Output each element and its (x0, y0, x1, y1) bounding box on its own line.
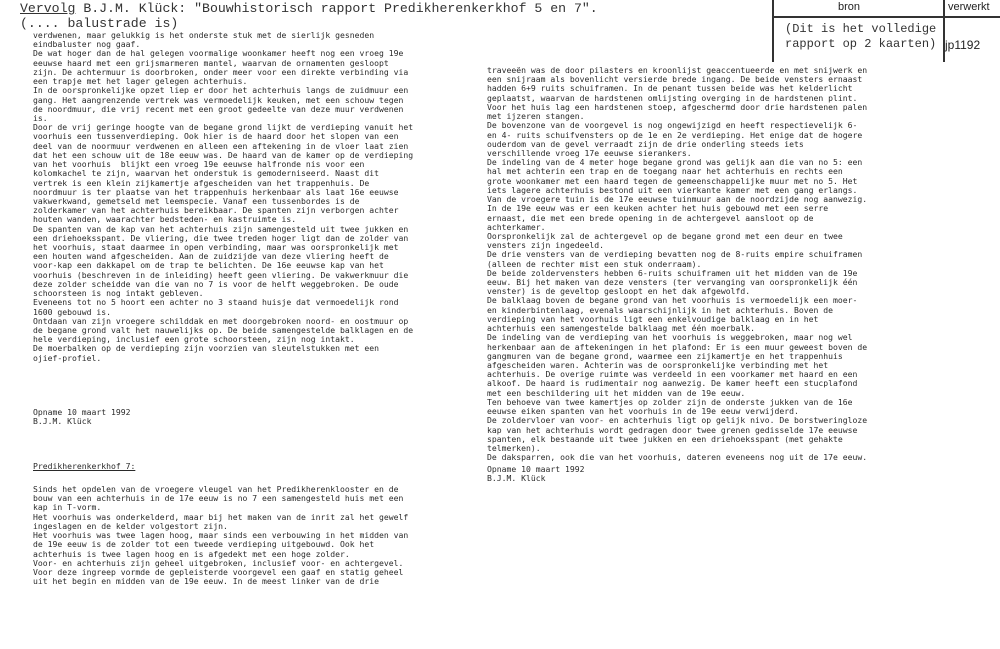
text-line: hal met achterin een trap en de toegang naar het achterhuis en rechts een (487, 166, 843, 177)
text-line: kolomkachel te zijn, waarvan het onderstuk is gemoderniseerd. Naast dit (33, 168, 379, 179)
text-line: De zoldervloer van voor- en achterhuis ligt op gelijk nivo. De borstweringloze (487, 415, 868, 426)
text-line: De indeling van de verdieping van het voorhuis is weggebroken, maar nog wel (487, 332, 853, 343)
text-line: Oorspronkelijk zal de achtergevel op de begane grond met een deur en twee (487, 230, 843, 241)
text-line: ojief-profiel. (33, 352, 102, 363)
text-line: voor-kap een dakkapel om de trap te belichten. De 16e eeuwse kap van het (33, 260, 384, 271)
section-heading: Predikherenkerkhof 7: (33, 461, 136, 471)
text-line: met ijzeren stangen. (487, 111, 585, 122)
text-line: achterkamer. (487, 221, 546, 232)
text-line: De moerbalken op de verdieping zijn voorzien van sleutelstukken met een (33, 343, 379, 354)
text-line: achterhuis is twee lagen hoog en is afgedekt met een hoge zolder. (33, 548, 350, 559)
text-line: spanten, elk bestaande uit twee jukken en een driehoeksspant (met gehakte (487, 433, 843, 444)
text-line: zijn. De achtermuur is doorbroken, onder meer voor een direkte verbinding via (33, 66, 409, 77)
text-line: vensters zijn ingedeeld. (487, 240, 604, 251)
text-line: Voor deze ingreep vormde de gepleisterde voorgevel een gaaf en statig geheel (33, 566, 404, 577)
text-line: bouw van een achterhuis in de 17e eeuw is no 7 een samengesteld huis met een (33, 493, 404, 504)
text-line: de 19e eeuw is de zolder tot een tweede verdieping uitgebouwd. Ook het (33, 539, 375, 550)
text-line: 1600 gebouwd is. (33, 306, 111, 317)
signature-line: Opname 10 maart 1992 (33, 407, 131, 417)
text-line: hele verdieping, inclusief een grote schoorsteen, zijn nog intakt. (33, 334, 355, 345)
text-line: De drie vensters van de verdieping bevatten nog de 8-ruits empire schuiframen (487, 249, 863, 260)
text-line: kap in T-vorm. (33, 502, 102, 513)
card-divider (772, 16, 1000, 18)
text-line: De bovenzone van de voorgevel is nog ongewijzigd en heeft respectievelijk 6- (487, 120, 858, 131)
text-line: en 4- ruits schuifvensters op de 1e en 2e verdieping. Het enige dat de hogere (487, 129, 863, 140)
text-line: eeuw. Bij het maken van deze vensters (ter vervanging van oorspronkelijk één (487, 277, 858, 288)
title-prefix: Vervolg (20, 1, 76, 16)
text-line: en kinderbintenlaag, evenals waarschijnlijk in het achterhuis. Boven de (487, 304, 833, 315)
text-line: In de 19e eeuw was er een keuken achter het huis gebouwd met een serre (487, 203, 829, 214)
text-line: Eveneens tot no 5 hoort een achter no 3 staand huisje dat vermoedelijk rond (33, 297, 399, 308)
text-line: deel van de noormuur verdwenen en alleen een aftekening in de vloer laat zien (33, 140, 409, 151)
text-line: de begane grond valt het nauwelijks op. De beide samengestelde balklagen en de (33, 325, 414, 335)
text-line: de noordmuur, die vrij recent met een groot gedeelte van deze muur verdwenen (33, 103, 404, 114)
text-line: afgescheiden waren. Achterin was de oorspronkelijke verbinding met het (487, 360, 829, 370)
text-line: hadden 6+9 ruits schuiframen. In de penant tussen beide was het kelderlicht (487, 83, 853, 94)
text-line: een trapje met het lager gelegen achterhuis. (33, 76, 248, 87)
text-line: eindbaluster nog gaaf. (33, 39, 141, 50)
text-line: eeuwse haard met een grijsmarmeren mantel, waarvan de ornamenten gesloopt (33, 57, 389, 68)
text-line: In de oorspronkelijke opzet liep er door het achterhuis langs de zuidmuur een (33, 85, 409, 96)
text-line: verschillende vroeg 17e eeuwse sierankers. (487, 147, 692, 158)
text-line: ouderdom van de gevel verraadt zijn de drie onderling steeds iets (487, 138, 804, 149)
left-body-text (33, 31, 413, 363)
text-line: Voor het huis lag een hardstenen stoep, afgeschermd door drie hardstenen palen (487, 101, 868, 112)
text-line: alkoof. De haard is rudimentair nog aanwezig. De kamer heeft een stucplafond (487, 378, 858, 389)
card-note (785, 22, 936, 52)
text-line: Ten behoeve van twee kamertjes op zolder zijn de onderste jukken van de 16e (487, 396, 853, 407)
text-line: Het voorhuis was twee lagen hoog, maar sinds een verbouwing in het midden van (33, 530, 409, 541)
text-line: De daksparren, ook die van het voorhuis, dateren eveneens nog uit de 17e eeuw. (487, 452, 868, 463)
text-line: achterhuis een samengestelde balklaag met één moerbalk. (487, 323, 756, 334)
text-line: Voor- en achterhuis zijn geheel uitgebroken, inclusief voor- en achtergevel. (33, 557, 404, 568)
text-line: De balklaag boven de begane grond van het voorhuis is vermoedelijk een moer- (487, 295, 858, 306)
text-line: gangmuren van de begane grond, waarmee een zijkamertje en het trappenhuis (487, 350, 843, 361)
column-bron: bron (838, 1, 861, 13)
document-title (20, 1, 598, 31)
text-line: Van de vroegere tuin is de 17e eeuwse tuinmuur aan de noordzijde nog aanwezig. (487, 194, 868, 205)
text-line: voorhuis (beschreven in de inleiding) heeft geen vliering. De vakwerkmuur die (33, 269, 409, 280)
text-line: achterhuis. De overige ruimte was verdeeld in een voorkamer met haard en een (487, 369, 858, 380)
text-line: Ontdaan van zijn vroegere schilddak en met doorgebroken noord- en oostmuur op (33, 315, 409, 326)
text-line: De beide zoldervensters hebben 6-ruits schuiframen uit het midden van de 19e (487, 267, 858, 278)
right-body-text (487, 66, 867, 462)
text-line: De indeling van de 4 meter hoge begane grond was gelijk aan die van no 5: een (487, 157, 863, 168)
signature-line: B.J.M. Klück (487, 473, 546, 484)
text-line: grote woonkamer met een haard tegen de gemeenschappelijke muur met no 5. Het (487, 175, 858, 186)
text-line: houten wanden, waarachter bedsteden- en kastruimte is. (33, 214, 297, 225)
text-line: herkenbaar aan de aftekeningen in het plafond: Er is een muur geweest boven de (487, 341, 868, 352)
text-line: uit het begin en midden van de 19e eeuw. In de meest linker van de drie (33, 576, 379, 587)
text-line: venster) is de geveltop gesloopt en het dak afgewolfd. (487, 286, 751, 297)
text-line: Het voorhuis was onderkelderd, maar bij het maken van de inrit zal het gewelf (33, 511, 409, 522)
text-line: een houten wand afgescheiden. Aan de zuidzijde van deze vliering heeft de (33, 251, 389, 262)
text-line: deze zolder scheidde van die van no 7 is voor de helft weggebroken. De oude (33, 278, 399, 289)
signature-line: B.J.M. Klück (33, 416, 92, 427)
text-line: De wat hoger dan de hal gelegen voormalige woonkamer heeft nog een vroeg 19e (33, 48, 404, 59)
text-line: telmerken). (487, 442, 541, 453)
text-line: verdieping van het voorhuis ligt een enkelvoudige balklaag en in het (487, 313, 819, 324)
text-line: kap van het achterhuis wordt gedragen door twee grenen gedisselde 17e eeuwse (487, 424, 858, 435)
text-line: De spanten van de kap van het achterhuis zijn samengesteld uit twee jukken en (33, 223, 409, 234)
text-line: traveeën was de door pilasters en kroonlijst geaccentueerde en met snijwerk en (487, 65, 868, 75)
text-line: ingeslagen en de kelder volgestort zijn. (33, 520, 228, 531)
note-line: (Dit is het volledige (785, 22, 937, 36)
section-body-text (33, 485, 408, 586)
signature-line: Opname 10 maart 1992 (487, 464, 585, 474)
text-line: gang. Het aangrenzende vertrek was vermoedelijk keuken, met een schouw tegen (33, 94, 404, 105)
text-line: voorhuis een tussenverdieping. Ook hier is de haard door het slopen van een (33, 131, 399, 142)
card-divider (772, 0, 774, 62)
text-line: Sinds het opdelen van de vroegere vleugel van het Predikherenklooster en de (33, 484, 399, 494)
text-line: schoorsteen is nog intakt gebleven. (33, 288, 204, 299)
text-line: van het voorhuis blijkt een vroeg 19e eeuwse halfronde nis voor een (33, 159, 365, 170)
title-text: B.J.M. Klück: "Bouwhistorisch rapport Predikherenkerkhof 5 en 7". (75, 1, 598, 16)
text-line: een driehoeksspant. De vliering, die twee treden hoger ligt dan de zolder van (33, 232, 409, 243)
right-signature (487, 465, 584, 483)
text-line: (alleen de rechter mist een stuk onderraam). (487, 258, 702, 269)
processed-code: jp1192 (945, 38, 981, 52)
text-line: iets lagere achterhuis bestond uit een vierkante kamer met een gang erlangs. (487, 184, 858, 195)
text-line: een snijraam als bovenlicht versierde brede ingang. De beide vensters ernaast (487, 74, 863, 85)
text-line: verdwenen, maar gelukkig is het onderste stuk met de sierlijk gesneden (33, 30, 375, 40)
text-line: vertrek is een klein zijkamertje afgescheiden van het trappenhuis. De (33, 177, 370, 188)
text-line: is. (33, 112, 48, 123)
text-line: eeuwse eiken spanten van het voorhuis in de 19e eeuw verwijderd. (487, 406, 799, 417)
text-line: zolderkamer van het achterhuis bereikbaar. De spanten zijn verborgen achter (33, 205, 399, 216)
text-line: het voorhuis, staat daarmee in open verbinding, maar was oorspronkelijk met (33, 242, 399, 253)
note-line: rapport op 2 kaarten) (785, 37, 937, 51)
text-line: dat het een schouw uit de 18e eeuw was. De haard van de kamer op de verdieping (33, 149, 414, 160)
card-divider (943, 0, 945, 62)
text-line: vakwerkwand, gemetseld met leemspecie. Vanaf een tussenbordes is de (33, 195, 360, 206)
title-continuation: (.... balustrade is) (20, 16, 179, 31)
text-line: noordmuur is ter plaatse van het trappenhuis herkenbaar als laat 16e eeuwse (33, 186, 399, 197)
text-line: geplaatst, waarvan de hardstenen omlijsting overging in de hardstenen plint. (487, 92, 858, 103)
left-signature (33, 408, 130, 426)
text-line: met een beschildering uit het midden van de 19e eeuw. (487, 387, 746, 398)
column-verwerkt: verwerkt (948, 1, 990, 13)
text-line: Door de vrij geringe hoogte van de begane grond lijkt de verdieping vanuit het (33, 122, 414, 133)
text-line: ernaast, die met een brede opening in de achtergevel aansloot op de (487, 212, 814, 223)
